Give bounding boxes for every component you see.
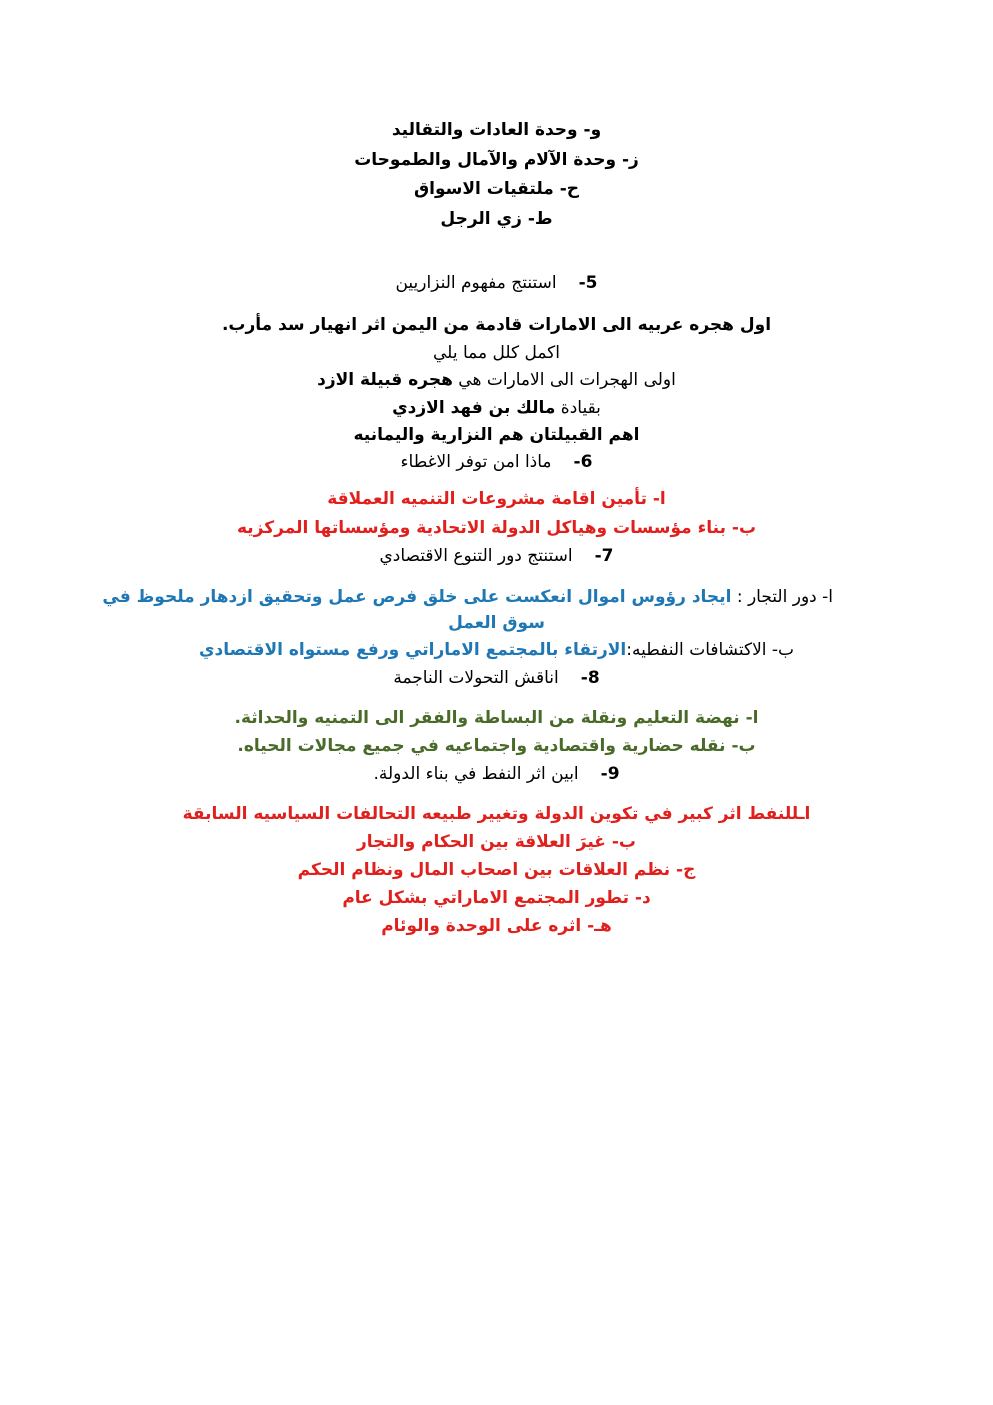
question-number: 6- <box>573 452 593 472</box>
question-text: ماذا امن توفر الاغطاء <box>400 452 552 472</box>
answer-line <box>0 830 993 854</box>
answer-text: ب- نقله حضارية واقتصادية واجتماعيه في جميع مجالات الحياه. <box>237 736 756 756</box>
answer-prefix: ب- الاكتشافات النفطيه: <box>626 640 795 660</box>
question-text: ابين اثر النفط في بناء الدولة. <box>373 764 579 784</box>
completion-line <box>0 396 993 420</box>
answer-text: ا- نهضة التعليم ونقلة من البساطة والفقر الى التمنيه والحداثة. <box>234 708 759 728</box>
answer-text: ب- بناء مؤسسات وهياكل الدولة الاتحادية ومؤسساتها المركزيه <box>236 518 757 538</box>
question-text: اناقش التحولات الناجمة <box>393 668 559 688</box>
instruction-text: اكمل كلل مما يلي <box>433 343 560 363</box>
answer-line <box>0 706 993 730</box>
answer-text: سوق العمل <box>448 613 545 633</box>
answer-line <box>102 585 833 609</box>
answer-text: الارتقاء بالمجتمع الاماراتي ورفع مستواه الاقتصادي <box>198 640 627 660</box>
answer-line <box>0 914 993 938</box>
answer-line <box>0 313 993 337</box>
answer-text: اـللنفط اثر كبير في تكوين الدولة وتغيير طبيعه التحالفات السياسيه السابقة <box>182 804 811 824</box>
answer-text: ج- نظم العلاقات بين اصحاب المال ونظام الحكم <box>297 860 696 880</box>
list-item-text: ز- وحدة الآلام والآمال والطموحات <box>354 150 639 170</box>
answer-line <box>0 734 993 758</box>
list-item <box>0 177 993 201</box>
answer-text: ا- تأمين اقامة مشروعات التنميه العملاقة <box>327 489 666 509</box>
completion-prefix: اولى الهجرات الى الامارات هي <box>458 370 676 390</box>
completion-prefix: بقيادة <box>560 398 601 418</box>
question-text: استنتج دور التنوع الاقتصادي <box>379 546 573 566</box>
answer-text: هـ- اثره على الوحدة والوئام <box>381 916 612 936</box>
answer-text: ب- غيرَ العلاقة بين الحكام والتجار <box>357 832 636 852</box>
question-5 <box>0 271 993 295</box>
list-item-text: ح- ملتقيات الاسواق <box>413 179 580 199</box>
answer-line <box>0 516 993 540</box>
list-item <box>0 118 993 142</box>
instruction-line <box>0 341 993 365</box>
question-9 <box>0 762 993 786</box>
answer-text: د- تطور المجتمع الاماراتي بشكل عام <box>342 888 651 908</box>
answer-text: ايجاد رؤوس اموال انعكست على خلق فرص عمل وتحقيق ازدهار ملحوظ في <box>102 587 732 607</box>
list-item-text: و- وحدة العادات والتقاليد <box>391 120 602 140</box>
answer-prefix: ا- دور التجار : <box>736 587 833 607</box>
list-item <box>0 148 993 172</box>
answer-line <box>0 886 993 910</box>
completion-line <box>0 423 993 447</box>
answer-line <box>0 802 993 826</box>
completion-line <box>0 368 993 392</box>
question-number: 7- <box>594 546 614 566</box>
list-item-text: ط- زي الرجل <box>440 209 553 229</box>
answer-line <box>0 611 993 635</box>
answer-line <box>0 487 993 511</box>
completion-answer: اهم القبيلتان هم النزارية واليمانيه <box>353 425 640 445</box>
answer-line <box>0 638 993 662</box>
question-6 <box>0 450 993 474</box>
completion-answer: مالك بن فهد الازدي <box>392 398 556 418</box>
question-number: 5- <box>578 273 598 293</box>
question-text: استنتج مفهوم النزاريين <box>395 273 557 293</box>
question-number: 9- <box>600 764 620 784</box>
question-7 <box>0 544 993 568</box>
answer-line <box>0 858 993 882</box>
answer-text: اول هجره عربيه الى الامارات قادمة من اليمن اثر انهيار سد مأرب. <box>221 315 772 335</box>
list-item <box>0 207 993 231</box>
question-number: 8- <box>580 668 600 688</box>
completion-answer: هجره قبيلة الازد <box>317 370 453 390</box>
question-8 <box>0 666 993 690</box>
